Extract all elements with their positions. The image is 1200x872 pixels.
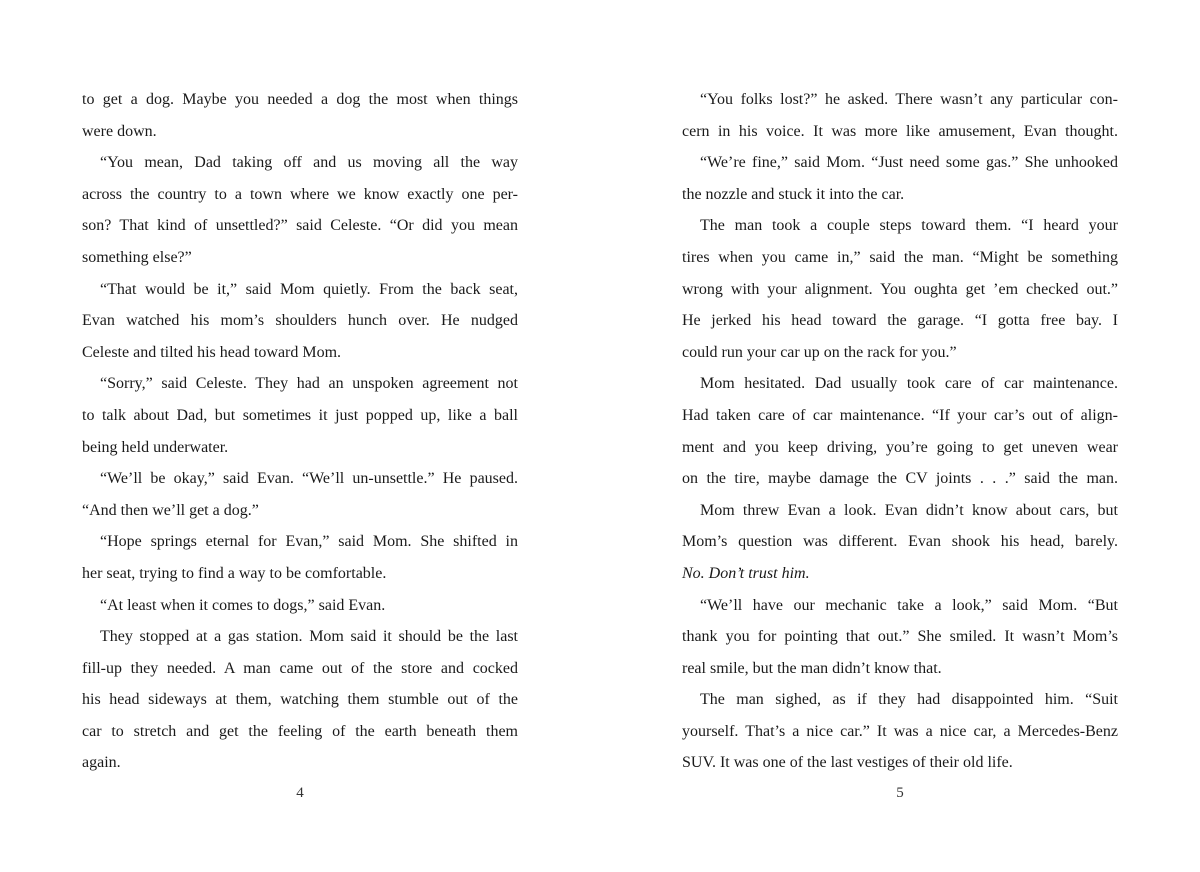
text-line: car to stretch and get the feeling of the earth beneath them [82, 722, 518, 740]
text-line: yourself. That’s a nice car.” It was a nice car, a Mercedes-Benz [682, 722, 1118, 740]
text-line: could run your car up on the rack for you.” [682, 343, 957, 361]
text-line: “Sorry,” said Celeste. They had an unspoken agreement not [100, 375, 518, 393]
text-line: “At least when it comes to dogs,” said Evan. [100, 596, 386, 614]
left-page-number: 4 [296, 785, 304, 801]
text-line: ment and you keep driving, you’re going to get uneven wear [682, 438, 1118, 456]
text-line: were down. [82, 122, 157, 140]
text-line: cern in his voice. It was more like amusement, Evan thought. [682, 122, 1118, 140]
text-line: on the tire, maybe damage the CV joints . . .” said the man. [682, 470, 1118, 488]
text-line: “You folks lost?” he asked. There wasn’t any particular con- [700, 91, 1118, 108]
text-line: SUV. It was one of the last vestiges of their old life. [682, 754, 1013, 772]
text-line: Mom threw Evan a look. Evan didn’t know about cars, but [700, 501, 1118, 519]
text-line: “You mean, Dad taking off and us moving all the way [100, 154, 518, 172]
left-page [82, 84, 518, 779]
text-line: Evan watched his mom’s shoulders hunch over. He nudged [82, 312, 518, 330]
text-line: The man took a couple steps toward them. “I heard your [700, 217, 1118, 235]
text-line: The man sighed, as if they had disappointed him. “Suit [700, 691, 1118, 709]
text-line: No. Don’t trust him. [682, 564, 810, 582]
right-page [682, 84, 1118, 779]
text-line: wrong with your alignment. You oughta get ’em checked out.” [682, 280, 1118, 298]
text-line: being held underwater. [82, 438, 229, 456]
text-line: Celeste and tilted his head toward Mom. [82, 343, 342, 361]
text-line: Mom hesitated. Dad usually took care of car maintenance. [700, 375, 1118, 393]
text-line: to get a dog. Maybe you needed a dog the most when things [82, 91, 518, 108]
text-line: fill-up they needed. A man came out of the store and cocked [82, 659, 518, 677]
text-line: thank you for pointing that out.” She smiled. It wasn’t Mom’s [682, 628, 1118, 646]
text-line: across the country to a town where we know exactly one per- [82, 185, 518, 203]
text-line: Had taken care of car maintenance. “If your car’s out of align- [682, 406, 1118, 424]
text-line: “And then we’ll get a dog.” [82, 501, 259, 519]
text-line: “Hope springs eternal for Evan,” said Mom. She shifted in [100, 533, 518, 551]
text-line: They stopped at a gas station. Mom said it should be the last [100, 628, 518, 646]
text-line: to talk about Dad, but sometimes it just popped up, like a ball [82, 406, 518, 424]
text-line: his head sideways at them, watching them stumble out of the [82, 691, 518, 709]
text-line: He jerked his head toward the garage. “I gotta free bay. I [682, 312, 1118, 330]
text-line: son? That kind of unsettled?” said Celeste. “Or did you mean [82, 217, 518, 235]
text-line: “We’ll have our mechanic take a look,” said Mom. “But [700, 596, 1118, 614]
text-line: the nozzle and stuck it into the car. [682, 185, 905, 203]
text-line: something else?” [82, 248, 192, 266]
right-page-text [682, 84, 1118, 779]
text-line: “We’ll be okay,” said Evan. “We’ll un-unsettle.” He paused. [100, 470, 518, 488]
right-page-number: 5 [896, 785, 904, 801]
left-page-text [82, 84, 518, 779]
text-line: “We’re fine,” said Mom. “Just need some gas.” She unhooked [700, 154, 1118, 172]
text-line: Mom’s question was different. Evan shook his head, barely. [682, 533, 1118, 551]
text-line: tires when you came in,” said the man. “Might be something [682, 248, 1118, 266]
text-line: again. [82, 754, 121, 772]
text-line: real smile, but the man didn’t know that. [682, 659, 942, 677]
text-line: “That would be it,” said Mom quietly. From the back seat, [100, 280, 518, 298]
text-line: her seat, trying to find a way to be comfortable. [82, 564, 387, 582]
